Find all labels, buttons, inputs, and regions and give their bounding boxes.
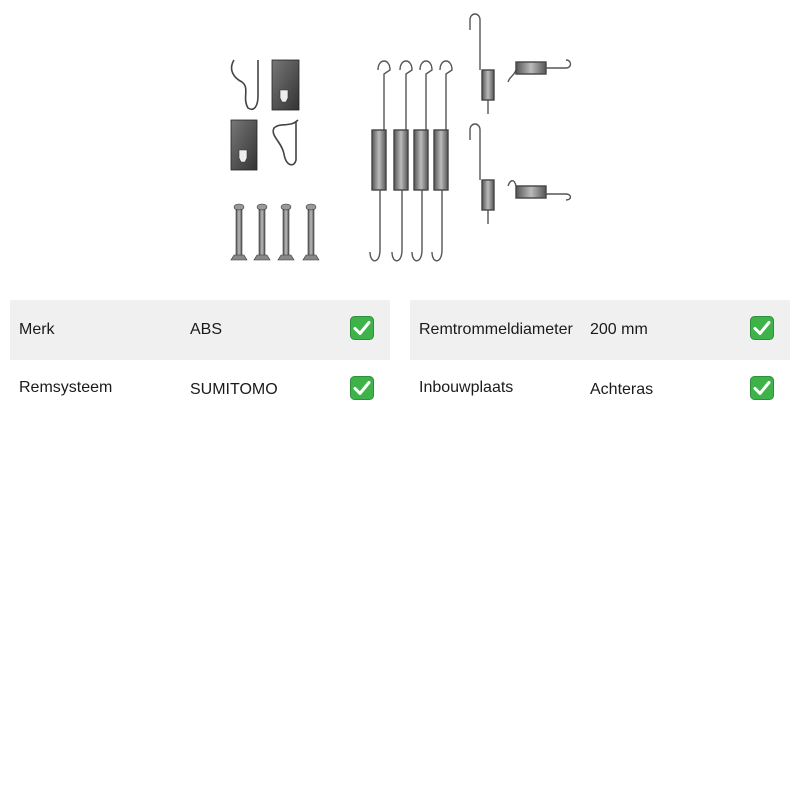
check-mark-button-icon — [750, 376, 774, 400]
spec-table-left — [10, 300, 390, 420]
spec-value: Achteras — [590, 381, 654, 398]
check-mark-button-icon — [350, 376, 374, 400]
return-spring-part — [370, 61, 452, 261]
spec-row — [410, 300, 790, 360]
product-image — [220, 10, 580, 270]
spec-row — [10, 300, 390, 360]
hold-down-pin-part — [231, 204, 319, 260]
spec-row — [10, 360, 390, 420]
spec-table-right — [410, 300, 790, 420]
spec-row — [410, 360, 790, 420]
spec-label: Merk — [19, 321, 55, 338]
spec-value: ABS — [190, 321, 223, 338]
retainer-plate-part — [231, 60, 299, 170]
spec-value: 200 mm — [590, 321, 648, 338]
spec-label: Remtrommeldiameter — [419, 321, 573, 338]
spec-label: Remsysteem — [19, 379, 113, 396]
check-mark-button-icon — [750, 316, 774, 340]
check-mark-button-icon — [350, 316, 374, 340]
spec-label: Inbouwplaats — [419, 379, 514, 396]
adjuster-spring-part — [470, 14, 571, 224]
spec-value: SUMITOMO — [190, 381, 278, 398]
